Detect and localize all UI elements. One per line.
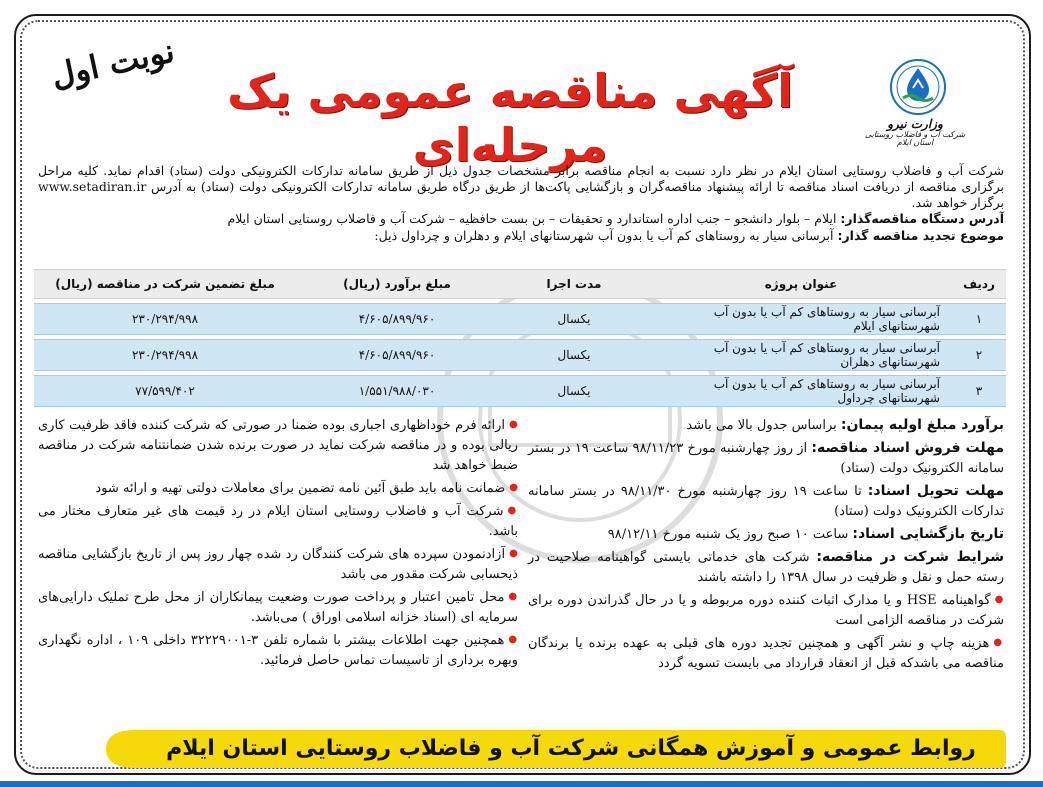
- bottom-strip: [0, 781, 1043, 787]
- address-label: آدرس دستگاه مناقصه‌گذار:: [840, 211, 1004, 226]
- estimate-label: برآورد مبلغ اولیه پیمان:: [840, 417, 1004, 433]
- subject-line: [38, 228, 1004, 244]
- table-header-row: [34, 269, 1006, 299]
- address-value: ایلام – بلوار دانشجو – جنب اداره استاندارد و تحقیقات – بن بست حافظیه – شرکت آب و فاضلاب روستایی استان ایلام: [227, 211, 841, 226]
- estimate-amount: ۴/۶۰۵/۸۹۹/۹۶۰: [296, 303, 498, 335]
- details-columns: [38, 415, 1004, 725]
- contact-info-bullet: ● همچنین جهت اطلاعات بیشتر با شماره تلفن ۳-۳۲۲۲۹۰۰۱ داخلی ۱۰۹ ، اداره نگهداری وبهره برداری از تاسیسات تماس حاصل فرمائید.: [38, 630, 518, 671]
- notice-round-tag: نوبت اول: [47, 31, 178, 95]
- ministry-block: [861, 118, 969, 147]
- header-row-number: ردیف: [952, 269, 1006, 299]
- guarantee-amount: ۲۳۰/۲۹۴/۹۹۸: [34, 339, 296, 371]
- address-line: [38, 211, 1004, 227]
- guarantee-amount: ۲۳۰/۲۹۴/۹۹۸: [34, 303, 296, 335]
- row-number: ۱: [952, 303, 1006, 335]
- table-row: [34, 339, 1006, 371]
- right-column: [528, 415, 1004, 676]
- opening-date-label: تاریخ بازگشایی اسناد:: [852, 526, 1004, 542]
- sale-deadline-paragraph: [528, 438, 1004, 479]
- sale-deadline-value: از روز چهارشنبه مورخ ۹۸/۱۱/۲۳ ساعت ۱۹ در بستر سامانه الکترونیک دولت (ستاد): [528, 441, 1004, 476]
- delivery-deadline-value: تا ساعت ۱۹ روز چهارشنبه مورخ ۹۸/۱۱/۳۰ در بستر سامانه تدارکات الکترونیک دولت (ستاد): [528, 484, 1004, 519]
- duration: یکسال: [498, 303, 650, 335]
- estimate-amount: ۱/۵۵۱/۹۸۸/۰۳۰: [296, 375, 498, 407]
- conditions-value: شرکت های خدماتی بایستی گواهینامه صلاحیت در رسته حمل و نقل و ظرفیت در سال ۱۳۹۸ را داشته باشند: [528, 550, 1004, 585]
- sale-deadline-label: مهلت فروش اسناد مناقصه:: [811, 440, 1004, 456]
- ministry-name: وزارت نیرو: [887, 117, 943, 131]
- project-title: آبرسانی سیار به روستاهای کم آب یا بدون آب شهرستانهای چرداول: [650, 375, 952, 407]
- hse-bullet: ● گواهینامه HSE و یا مدارک اثبات کننده دوره مربوطه و یا در حال گذراندن دوره برای شرکت در مناقصه الزامی است: [528, 590, 1004, 631]
- opening-date-paragraph: [528, 524, 1004, 545]
- price-rejection-bullet: ● شرکت آب و فاضلاب روستایی استان ایلام در رد قیمت های غیر متعارف مختار می باشد.: [38, 501, 518, 542]
- row-number: ۳: [952, 375, 1006, 407]
- table-row: [34, 375, 1006, 407]
- subject-label: موضوع تجدید مناقصه گذار:: [837, 228, 1004, 243]
- header-estimate: مبلغ برآورد (ریال): [296, 269, 498, 299]
- guarantee-amount: ۷۷/۵۹۹/۴۰۲: [34, 375, 296, 407]
- estimate-paragraph: [528, 415, 1004, 436]
- conditions-label: شرایط شرکت در مناقصه:: [816, 549, 1004, 565]
- tender-table: [34, 265, 1006, 411]
- conditions-paragraph: [528, 547, 1004, 588]
- project-title: آبرسانی سیار به روستاهای کم آب یا بدون آب شهرستانهای دهلران: [650, 339, 952, 371]
- water-company-logo-icon: [889, 58, 947, 116]
- delivery-deadline-paragraph: [528, 481, 1004, 522]
- left-column: [38, 415, 518, 673]
- table-row: [34, 303, 1006, 335]
- header-duration: مدت اجرا: [498, 269, 650, 299]
- delivery-deadline-label: مهلت تحویل اسناد:: [867, 483, 1004, 499]
- opening-date-value: ساعت ۱۰ صبح روز یک شنبه مورخ ۹۸/۱۲/۱۱: [607, 527, 853, 542]
- deposit-release-bullet: ● آزادنمودن سپرده های شرکت کنندگان رد شده چهار روز پس از تاریخ بازگشایی مناقصه ذیحسابی شرکت مقدور می باشد: [38, 544, 518, 585]
- estimate-value: براساس جدول بالا می باشد: [686, 418, 841, 433]
- company-name-small: شرکت آب و فاضلاب روستایی استان ایلام: [864, 129, 966, 147]
- funding-source-bullet: ● محل تامین اعتبار و پرداخت صورت وضعیت پیمانکاران از محل طرح تملیک دارایی‌های سرمایه ای (اسناد خزانه اسلامی اوراق ) می‌باشد.: [38, 587, 518, 628]
- project-title: آبرسانی سیار به روستاهای کم آب یا بدون آب شهرستانهای ایلام: [650, 303, 952, 335]
- guarantee-bullet: ● ضمانت نامه باید طبق آئین نامه تضمین برای معاملات دولتی تهیه و ارائه شود: [38, 478, 518, 499]
- publication-cost-bullet: ● هزینه چاپ و نشر آگهی و همچنین تجدید دوره های قبلی به عهده برنده یا برندگان مناقصه می باشدکه قبل از انعقاد قرارداد می بایست تسویه گردد: [528, 633, 1004, 674]
- subject-value: آبرسانی سیار به روستاهای کم آب یا بدون آب شهرستانهای ایلام و دهلران و چرداول ذیل:: [374, 228, 838, 243]
- estimate-amount: ۴/۶۰۵/۸۹۹/۹۶۰: [296, 339, 498, 371]
- intro-paragraph: شرکت آب و فاضلاب روستایی استان ایلام در نظر دارد نسبت به انجام مناقصه برابر مشخصات جدول ذیل از طریق سامانه تدارکات الکترونیکی دولت (ستاد) اقدام نماید. کلیه مراحل برگزاری مناقصه از دریافت اسناد مناقصه تا ارائه پیشنهاد مناقصه‌گران و بازگشایی پاکت‌ها از طریق درگاه طریق سامانه تدارکات الکترونیکی دولت (ستاد) به آدرس www.setadiran.ir برگزار خواهد شد.: [38, 163, 1004, 210]
- header-guarantee: مبلغ تضمین شرکت در مناقصه (ریال): [34, 269, 296, 299]
- self-declaration-bullet: ● ارائه فرم خوداظهاری اجباری بوده ضمنا در صورتی که شرکت کننده فاقد ظرفیت کاری ریالی بوده و در مناقصه شرکت نماید در صورت برنده شدن ضمانتنامه شرکت در مناقصه ضبط خواهد شد: [38, 415, 518, 476]
- duration: یکسال: [498, 339, 650, 371]
- duration: یکسال: [498, 375, 650, 407]
- header-project-title: عنوان پروژه: [650, 269, 952, 299]
- row-number: ۲: [952, 339, 1006, 371]
- footer-banner: روابط عمومی و آموزش همگانی شرکت آب و فاضلاب روستایی استان ایلام: [136, 730, 1006, 768]
- page-title: آگهی مناقصه عمومی یک مرحله‌ای: [227, 64, 793, 172]
